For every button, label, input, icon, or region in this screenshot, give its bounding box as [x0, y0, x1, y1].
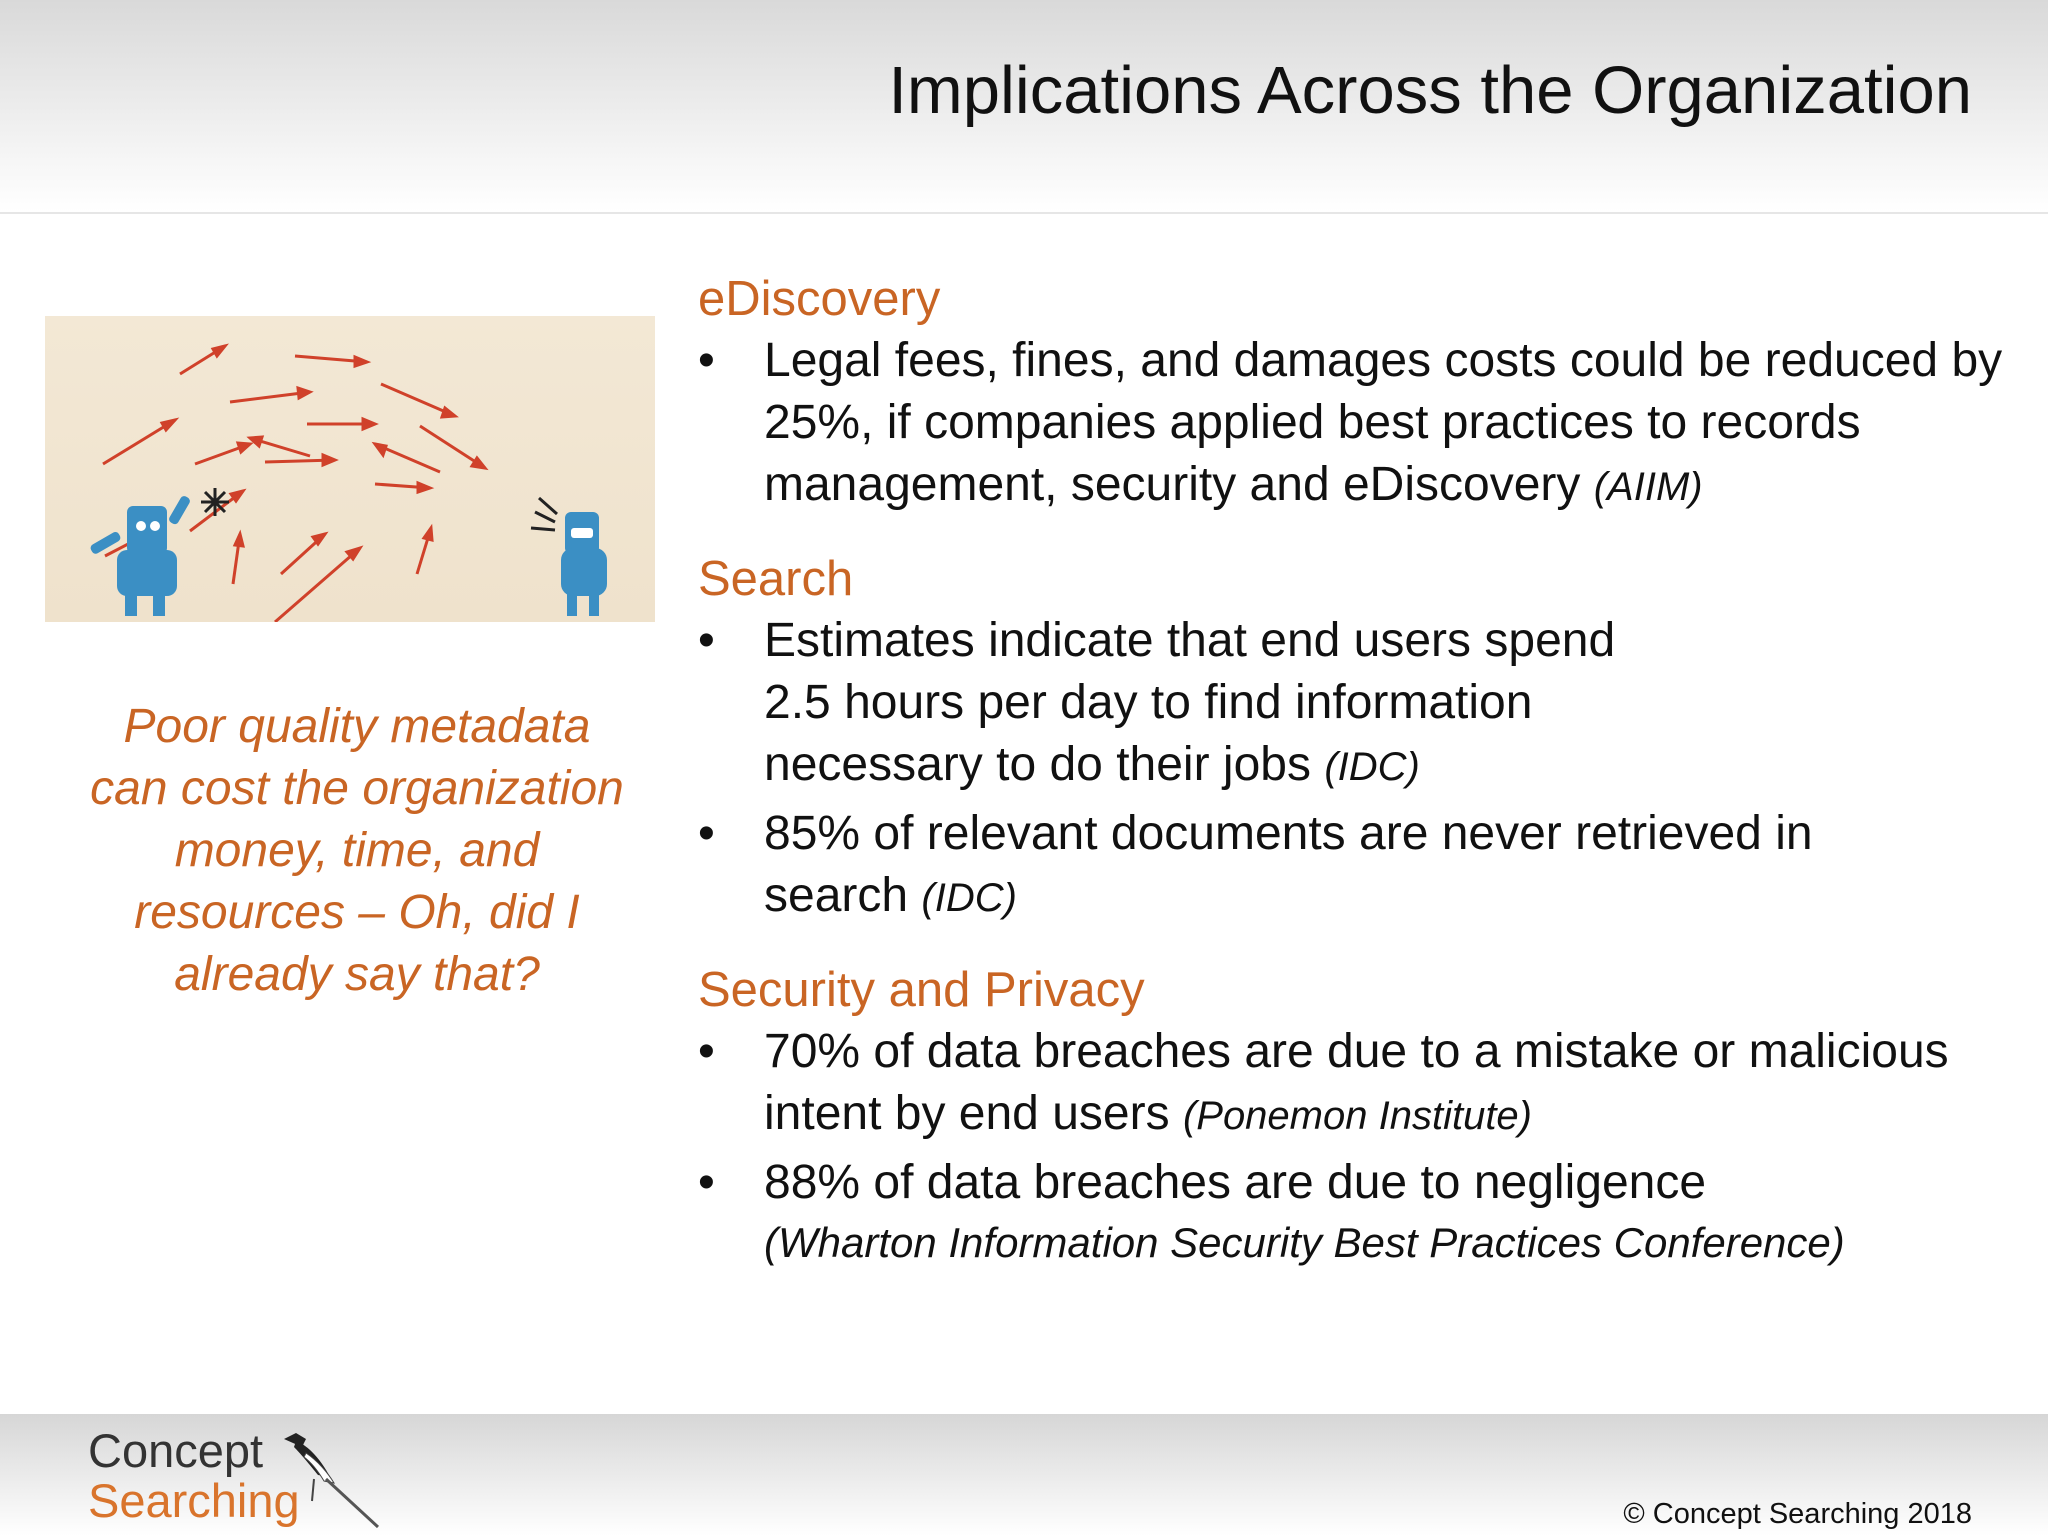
bullet-item [698, 1021, 2028, 1147]
magpie-bird-icon [278, 1431, 388, 1531]
bullet-source: (IDC) [1324, 745, 1420, 789]
section-heading: Search [698, 552, 854, 606]
slide-title: Implications Across the Organization [888, 53, 1972, 128]
bullet-list [698, 1021, 2028, 1272]
bullet-source: (Ponemon Institute) [1182, 1094, 1532, 1138]
bullet-source: (IDC) [921, 876, 1017, 920]
section-heading: Security and Privacy [698, 963, 1145, 1017]
copyright-notice: © Concept Searching 2018 [1623, 1498, 1972, 1530]
bullet-item [698, 330, 2028, 518]
bullet-marker: • [698, 334, 715, 387]
section-search [698, 548, 2028, 929]
bullet-item [698, 610, 2028, 798]
bullet-marker: • [698, 1156, 715, 1209]
bullet-marker: • [698, 1025, 715, 1078]
bullet-item [698, 1152, 2028, 1272]
logo-line-2: Searching [88, 1474, 300, 1527]
section-security-privacy [698, 959, 2028, 1272]
bullet-source: (AIIM) [1593, 465, 1703, 509]
bullet-item [698, 803, 2028, 929]
bullet-text: 88% of data breaches are due to negligence [764, 1156, 1707, 1209]
caption-text: Poor quality metadata can cost the organization money, time, and resources – Oh, did I already say that? [90, 700, 624, 1001]
bullet-marker: • [698, 614, 715, 667]
bullet-text: 85% of relevant documents are never retrieved in search [764, 807, 1813, 922]
bullet-text: Estimates indicate that end users spend 2.5 hours per day to find information necessary to do their jobs [764, 614, 1616, 791]
main-content [698, 268, 2028, 1302]
bullet-list [698, 330, 2028, 518]
bullet-marker: • [698, 807, 715, 860]
logo-line-1: Concept [88, 1424, 264, 1477]
bullet-source: (Wharton Information Security Best Practices Conference) [764, 1219, 1845, 1266]
bullet-text: Legal fees, fines, and damages costs could be reduced by 25%, if companies applied best practices to records management, security and eDiscovery [764, 334, 2003, 511]
arrows-illustration-graphic [45, 316, 655, 622]
company-logo [88, 1426, 388, 1531]
section-heading: eDiscovery [698, 272, 941, 326]
title-banner [0, 0, 2048, 214]
bullet-text: 70% of data breaches are due to a mistake or malicious intent by end users [764, 1025, 1949, 1140]
section-ediscovery [698, 268, 2028, 518]
arrows-illustration [45, 316, 655, 622]
bullet-list [698, 610, 2028, 929]
